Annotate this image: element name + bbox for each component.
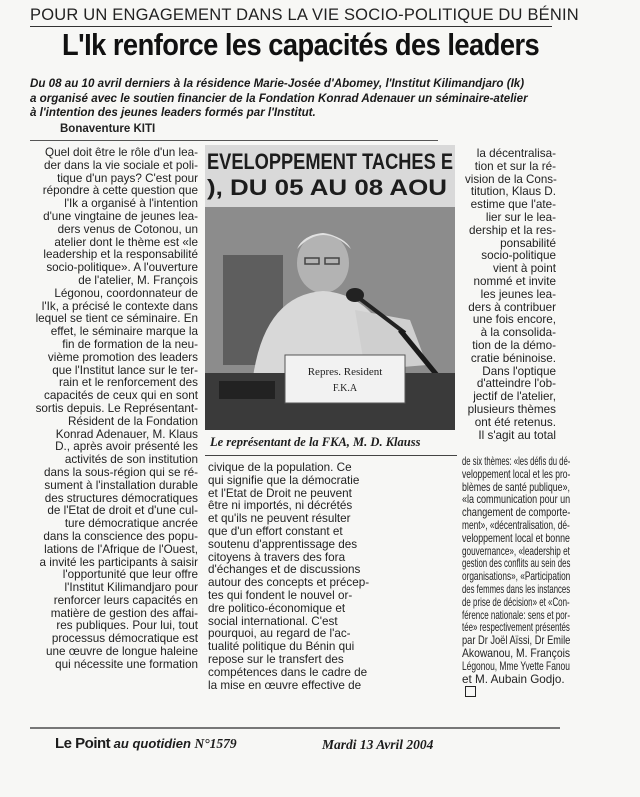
end-of-article-icon bbox=[465, 686, 476, 697]
article-line: l'opportunité que leur offre bbox=[62, 568, 198, 582]
article-line: une fois encore, bbox=[472, 313, 556, 327]
issue-number: N°1579 bbox=[194, 736, 237, 751]
lede-line: Du 08 au 10 avril derniers à la résidence Marie-Josée d'Abomey, l'Institut Kilimandjaro (Ik) bbox=[30, 77, 525, 90]
lede-line: a organisé avec le soutien financier de la Fondation Konrad Adenauer un séminaire-atelier bbox=[30, 91, 528, 105]
article-line: ponsabilité bbox=[500, 236, 556, 250]
article-line: Konrad Adenauer, M. Klaus bbox=[55, 427, 198, 441]
article-line: vième promotion des leaders bbox=[47, 350, 198, 364]
article-line: organisations», «Participation bbox=[462, 570, 571, 584]
article-line: que d'un effort constant et bbox=[208, 524, 343, 538]
article-line: sortis depuis. Le Représentant- bbox=[35, 401, 198, 415]
article-line: socio-politique». A l'ouverture bbox=[46, 261, 198, 275]
article-line: Dans l'optique bbox=[482, 364, 556, 378]
article-line: ture démocratique ancrée bbox=[64, 517, 198, 531]
article-line: de l'atelier, M. François bbox=[78, 273, 198, 287]
article-line: à la consolida- bbox=[480, 326, 556, 340]
article-line: social international. C'est bbox=[208, 614, 338, 628]
article-line: l'Ik, a précisé le contexte dans bbox=[41, 299, 198, 313]
microphone-icon bbox=[346, 288, 364, 302]
article-line: effet, le séminaire marque la bbox=[50, 325, 198, 339]
article-line: changement de comporte- bbox=[462, 506, 571, 520]
article-line: qui signifie que la démocratie bbox=[208, 473, 360, 487]
article-line: par Dr Joël Aïssi, Dr Emile bbox=[462, 634, 571, 648]
nameplate bbox=[285, 355, 405, 403]
article-line: blèmes de santé publique», bbox=[462, 480, 570, 494]
article-line: gestion des conflits au sein des bbox=[462, 557, 571, 571]
article-line: Quel doit être le rôle d'un lea- bbox=[45, 146, 198, 159]
article-line: renforcer leurs capacités en bbox=[53, 593, 198, 607]
article-line: tualité politique du Bénin qui bbox=[208, 640, 355, 654]
article-line: sument à l'installation durable bbox=[44, 478, 198, 492]
article-line: lier sur le lea- bbox=[485, 210, 556, 224]
article-line: civique de la population. Ce bbox=[208, 461, 352, 474]
byline-divider bbox=[30, 140, 438, 141]
article-column-2 bbox=[208, 462, 460, 692]
article-line: l'Institut Kilimandjaro pour bbox=[64, 581, 198, 595]
caption-divider bbox=[205, 455, 457, 456]
article-line: que l'Institut lance sur le ter- bbox=[52, 363, 198, 377]
article-line: répondre à cette question que bbox=[42, 184, 198, 198]
article-line: titution, Klaus D. bbox=[470, 185, 556, 199]
article-line: tique d'un pays? C'est pour bbox=[57, 171, 198, 185]
article-line: repose sur le transfert des bbox=[208, 652, 344, 666]
article-line: leadership et la responsabilité bbox=[43, 248, 198, 262]
article-line: ont été retenus. bbox=[474, 415, 556, 429]
article-line: et M. Aubain Godjo. bbox=[462, 672, 565, 686]
article-line: veloppement local et bonne bbox=[462, 531, 570, 545]
banner-text-line-1: EVELOPPEMENT TACHES E bbox=[207, 149, 453, 174]
article-line: être ni importés, ni décrétés bbox=[208, 499, 353, 513]
nameplate-line-2: F.K.A bbox=[332, 383, 358, 394]
article-column-3-bottom bbox=[462, 456, 570, 700]
article-column-3-top bbox=[464, 148, 556, 442]
article-line: autour des concepts et précep- bbox=[208, 576, 370, 590]
article-photo bbox=[205, 145, 455, 430]
article-line: férence nationale: sens et por- bbox=[462, 608, 570, 622]
article-line: tée» respectivement présentés bbox=[462, 621, 570, 635]
article-line: des femmes dans les instances bbox=[462, 582, 571, 596]
lede-paragraph bbox=[30, 77, 550, 121]
article-line: estime que l'ate- bbox=[470, 198, 556, 212]
article-line: vision de la Cons- bbox=[465, 172, 557, 186]
article-line: ders venus de Cotonou, un bbox=[57, 222, 198, 236]
article-line: plusieurs thèmes bbox=[467, 402, 556, 416]
article-line: nommé et invite bbox=[473, 274, 556, 288]
masthead bbox=[55, 735, 237, 753]
photo-illustration bbox=[205, 145, 455, 430]
article-line: tion et sur la ré- bbox=[474, 159, 556, 173]
lede-line: à l'intention des jeunes leaders formés par l'Institut. bbox=[30, 106, 316, 120]
article-line: Akowanou, M. François bbox=[462, 646, 571, 660]
photo-caption: Le représentant de la FKA, M. D. Klauss bbox=[210, 435, 421, 449]
article-line: ment», «décentralisation, dé- bbox=[462, 518, 570, 532]
article-line: gouvernance», «leadership et bbox=[462, 544, 570, 558]
article-line: fin de formation de la neu- bbox=[62, 337, 198, 351]
article-line: de l'Etat de droit et d'une cul- bbox=[47, 504, 198, 518]
article-line: socio-politique bbox=[481, 249, 556, 263]
table-object bbox=[219, 381, 275, 399]
article-line: tes qui fondent le nouvel or- bbox=[208, 588, 353, 602]
article-line: d'une vingtaine de jeunes lea- bbox=[43, 209, 198, 223]
article-line: dre politico-économique et bbox=[208, 601, 346, 615]
article-line: D., après avoir présenté les bbox=[55, 440, 198, 454]
article-line: Légonou, coordonnateur de bbox=[54, 286, 198, 300]
article-line: et l'Etat de Droit ne peuvent bbox=[208, 486, 352, 500]
nameplate-line-1: Repres. Resident bbox=[307, 366, 383, 378]
article-line: tion de la démo- bbox=[472, 338, 556, 352]
article-line: Il s'agit au total bbox=[478, 428, 556, 442]
article-line: qui nécessite une formation bbox=[55, 657, 198, 671]
article-line: d'échanges et de discussions bbox=[208, 563, 361, 577]
article-line: rain et le renforcement des bbox=[58, 376, 198, 390]
article-line: lations de l'Afrique de l'Ouest, bbox=[44, 542, 198, 556]
headline: L'Ik renforce les capacités des leaders bbox=[62, 27, 540, 62]
article-line: l'Ik a organisé à l'intention bbox=[64, 197, 198, 211]
section-kicker: POUR UN ENGAGEMENT DANS LA VIE SOCIO-POLITIQUE DU BÉNIN bbox=[30, 6, 579, 24]
article-line: de prise de décision» et «Con- bbox=[462, 595, 570, 609]
article-line: veloppement local et les pro- bbox=[462, 467, 571, 481]
article-line: dans la conscience des popu- bbox=[43, 529, 198, 543]
article-line: res publiques. Pour lui, tout bbox=[56, 619, 198, 633]
article-line: la décentralisa- bbox=[476, 147, 556, 160]
article-line: lequel se tient ce séminaire. En bbox=[35, 312, 198, 326]
masthead-brand: Le Point bbox=[55, 735, 111, 752]
article-line: de six thèmes: «les défis du dé- bbox=[462, 455, 571, 468]
publication-date: Mardi 13 Avril 2004 bbox=[322, 737, 434, 752]
article-line: processus démocratique est bbox=[51, 632, 198, 646]
article-line: ders à contribuer bbox=[468, 300, 556, 314]
article-line: soutenu d'apprentissage des bbox=[208, 537, 358, 551]
footer-divider bbox=[30, 727, 560, 729]
article-line: activités de son institution bbox=[64, 453, 198, 467]
article-line: Légonou, Mme Yvette Fanou bbox=[462, 659, 570, 673]
article-line: capacités de ceux qui en sont bbox=[44, 389, 198, 403]
article-line: a invité les participants à saisir bbox=[39, 555, 198, 569]
article-line: vient à point bbox=[492, 262, 556, 276]
article-line: «la communication pour un bbox=[462, 493, 571, 507]
article-line: matière de gestion des affai- bbox=[50, 606, 198, 620]
article-line: la mise en œuvre effective de bbox=[208, 678, 362, 692]
article-column-1 bbox=[30, 147, 198, 672]
article-line: dership et la res- bbox=[468, 223, 556, 237]
masthead-subtitle: au quotidien bbox=[113, 736, 191, 751]
article-line: des structures démocratiques bbox=[44, 491, 198, 505]
banner-text-line-2: ), DU 05 AU 08 AOU bbox=[207, 175, 447, 200]
article-line: une œuvre de longue haleine bbox=[45, 645, 198, 659]
article-line: jectif de l'atelier, bbox=[473, 390, 556, 404]
article-line: et qu'ils ne peuvent résulter bbox=[208, 512, 351, 526]
article-line: compétences dans le cadre de bbox=[208, 665, 368, 679]
article-line: les jeunes lea- bbox=[480, 287, 556, 301]
article-line: pourquoi, au regard de l'ac- bbox=[208, 627, 351, 641]
article-line: d'atteindre l'ob- bbox=[476, 377, 556, 391]
article-line: cratie béninoise. bbox=[470, 351, 556, 365]
article-line: dans la sous-région qui se ré- bbox=[44, 465, 198, 479]
article-line: citoyens à travers des fora bbox=[208, 550, 346, 564]
article-line: der dans la vie sociale et poli- bbox=[44, 158, 198, 172]
article-line: Résident de la Fondation bbox=[68, 414, 198, 428]
byline: Bonaventure KITI bbox=[60, 123, 156, 135]
article-line: atelier dont le thème est «le bbox=[54, 235, 198, 249]
